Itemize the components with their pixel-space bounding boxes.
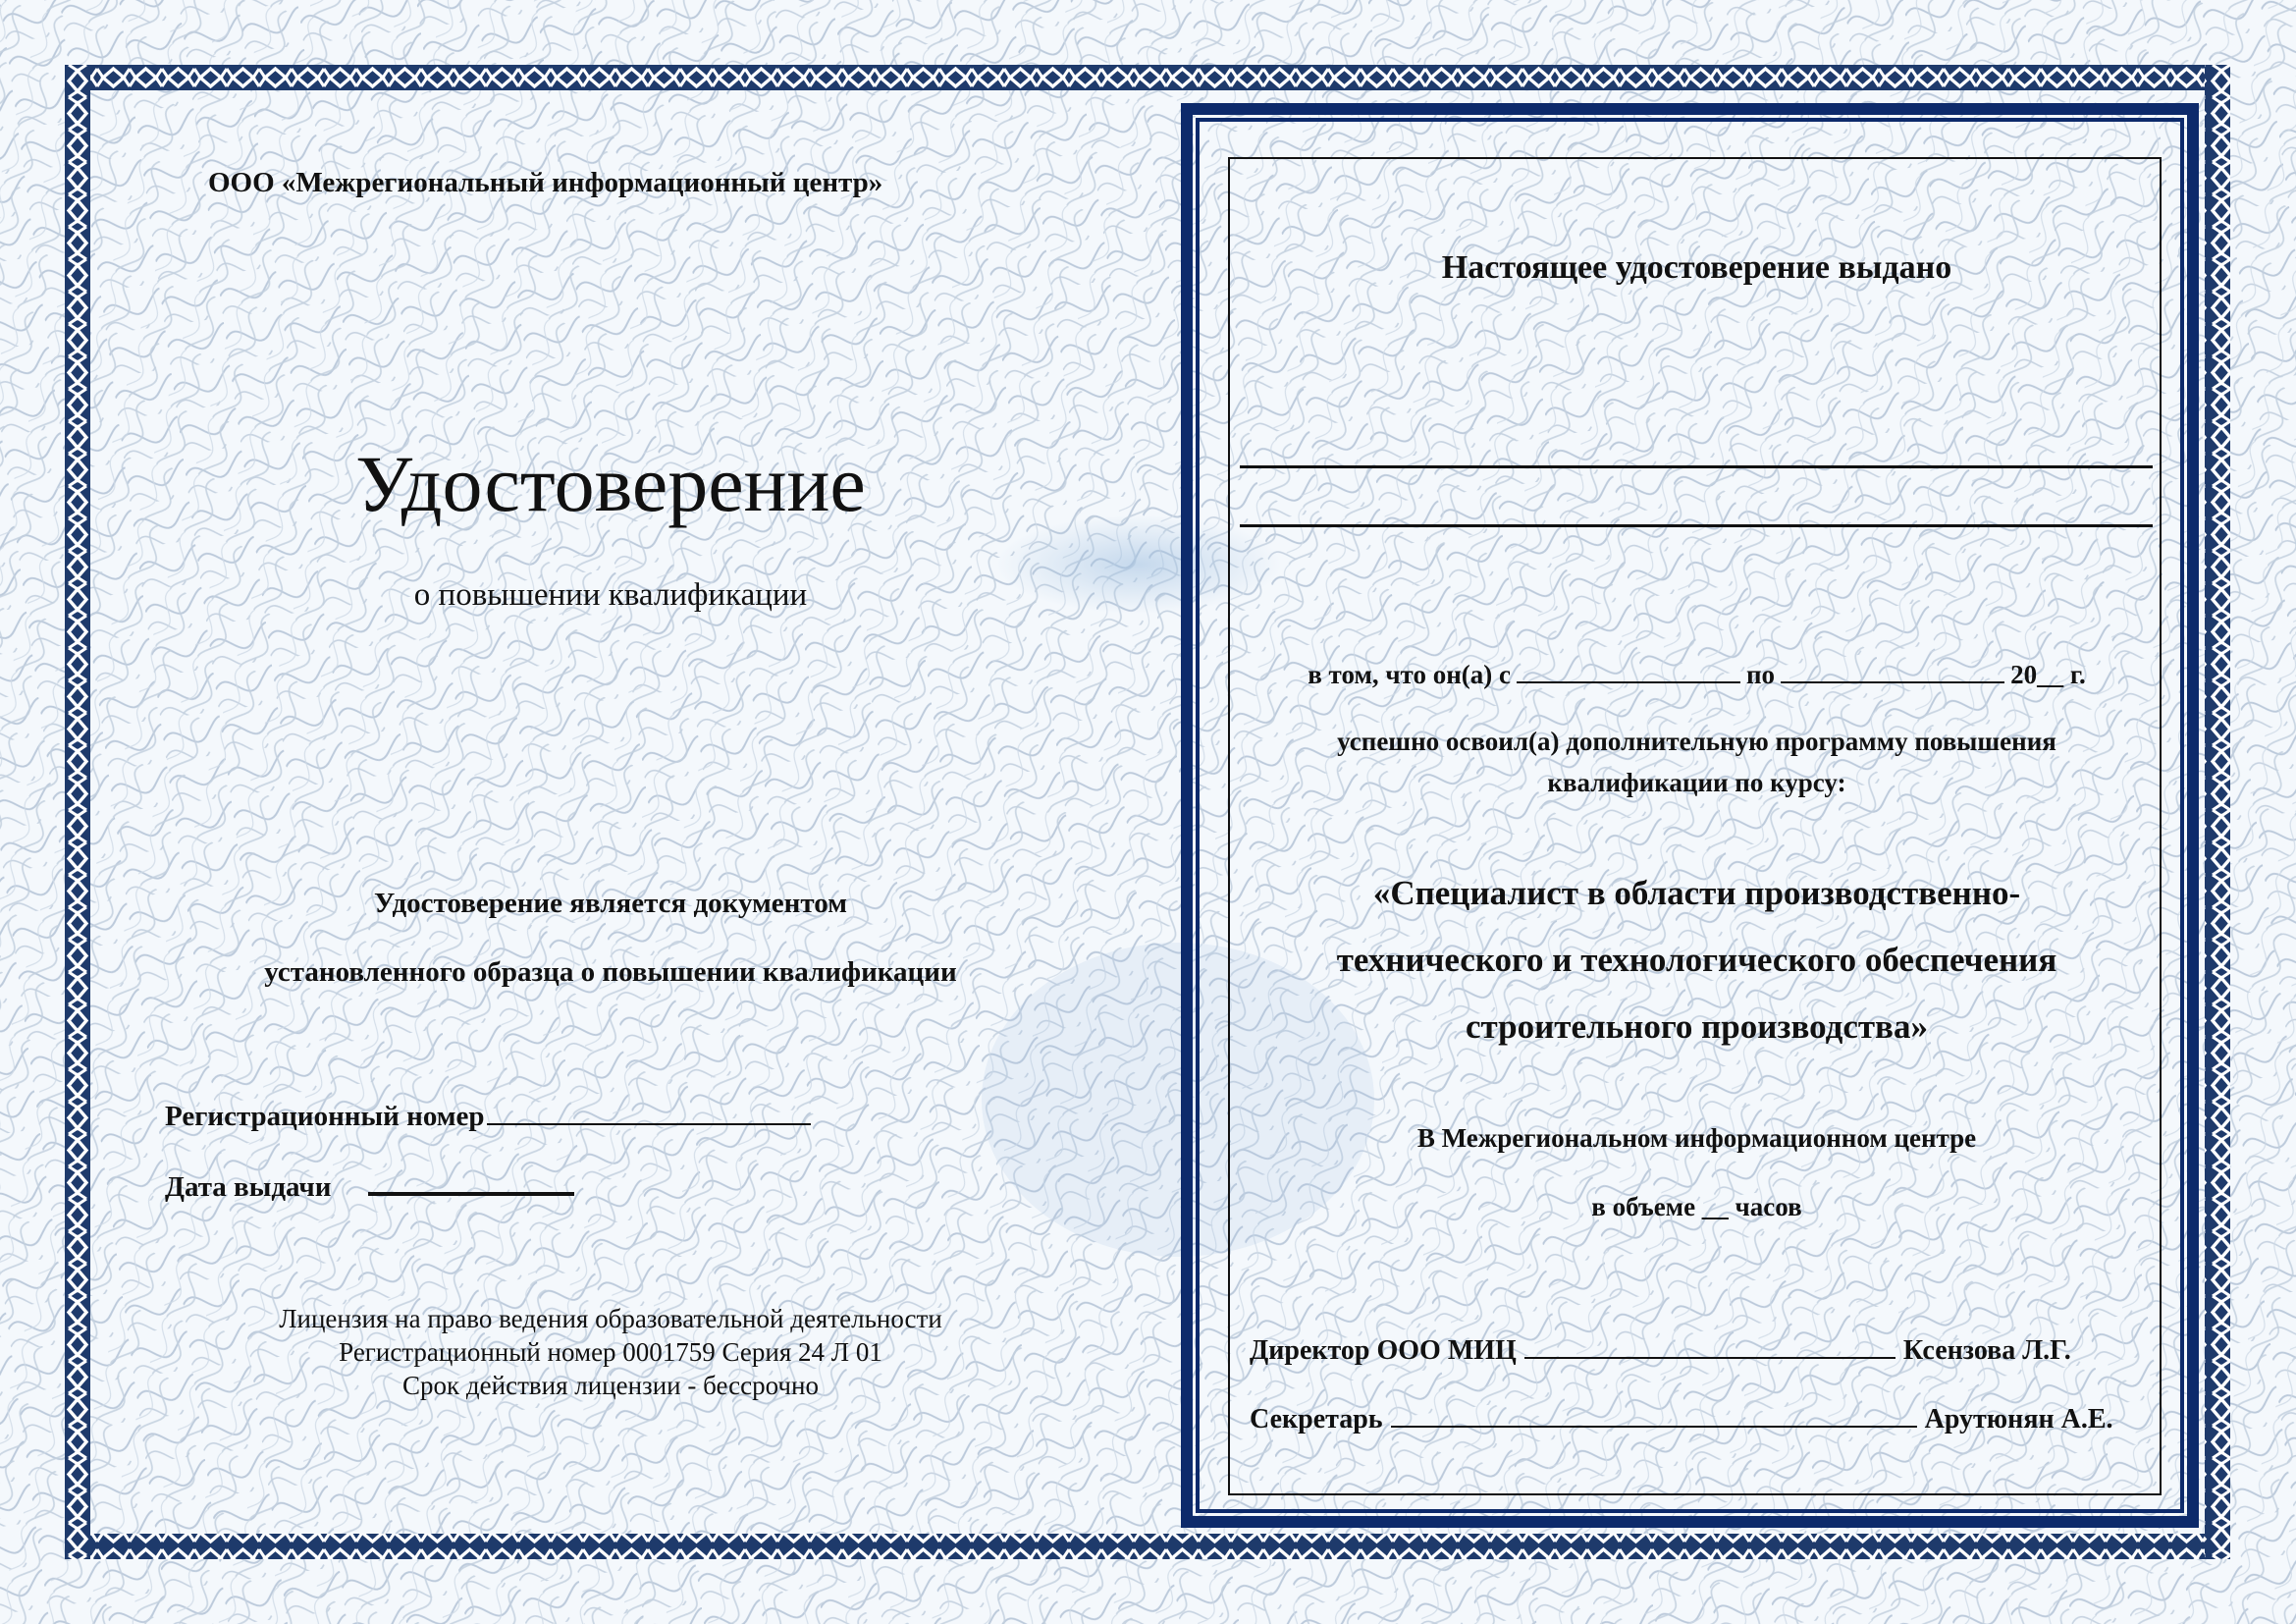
certificate-subtitle: о повышении квалификации <box>413 577 808 613</box>
period-suffix: 20__ г. <box>2010 660 2086 689</box>
director-name: Ксензова Л.Г. <box>1902 1335 2071 1366</box>
license-line-3: Срок действия лицензии - бессрочно <box>402 1371 819 1400</box>
issue-date-field[interactable] <box>368 1168 574 1196</box>
period-to-field[interactable] <box>1781 658 2004 683</box>
registration-number-row <box>165 1100 811 1133</box>
license-info <box>90 1302 1131 1402</box>
right-page <box>1181 103 2199 1528</box>
document-note-line-1: Удостоверение является документом <box>374 888 847 919</box>
inner-black-border-box <box>1228 157 2162 1495</box>
issue-date-row <box>165 1168 574 1204</box>
certificate-title: Удостоверение <box>355 439 866 528</box>
secretary-signature-field[interactable] <box>1391 1402 1917 1428</box>
left-page <box>90 90 1180 1534</box>
registration-number-label: Регистрационный номер <box>165 1101 485 1132</box>
director-signature-field[interactable] <box>1524 1333 1896 1359</box>
mastered-line-1: успешно освоил(а) дополнительную программу повышения <box>1337 727 2056 756</box>
director-role: Директор ООО МИЦ <box>1250 1335 1517 1366</box>
period-from-field[interactable] <box>1517 658 1740 683</box>
period-prefix: в том, что он(а) с <box>1308 660 1511 689</box>
director-signature-row <box>1250 1333 2071 1367</box>
document-note-line-2: установленного образца о повышении квалификации <box>264 956 957 988</box>
registration-number-field[interactable] <box>487 1100 811 1125</box>
course-title-line-1: «Специалист в области производственно- <box>1372 874 2021 912</box>
license-line-2: Регистрационный номер 0001759 Серия 24 Л 01 <box>339 1337 882 1367</box>
course-hours: в объеме __ часов <box>1591 1192 1802 1221</box>
issue-date-label: Дата выдачи <box>165 1171 332 1203</box>
organization-name: ООО «Межрегиональный информационный центр» <box>208 167 883 198</box>
period-middle: по <box>1746 660 1776 689</box>
recipient-name-line-2[interactable] <box>1240 524 2153 527</box>
issued-to-heading: Настоящее удостоверение выдано <box>1441 249 1952 286</box>
license-line-1: Лицензия на право ведения образовательной деятельности <box>279 1304 942 1333</box>
secretary-signature-row <box>1250 1402 2113 1435</box>
course-title-line-2: технического и технологического обеспечения <box>1336 941 2057 979</box>
secretary-role: Секретарь <box>1250 1404 1383 1435</box>
course-title-line-3: строительного производства» <box>1466 1007 1928 1046</box>
training-center: В Межрегиональном информационном центре <box>1416 1123 1977 1153</box>
study-period-row <box>1230 658 2163 690</box>
mastered-line-2: квалификации по курсу: <box>1547 768 1846 797</box>
secretary-name: Арутюнян А.Е. <box>1924 1404 2113 1435</box>
recipient-name-line-1[interactable] <box>1240 465 2153 468</box>
